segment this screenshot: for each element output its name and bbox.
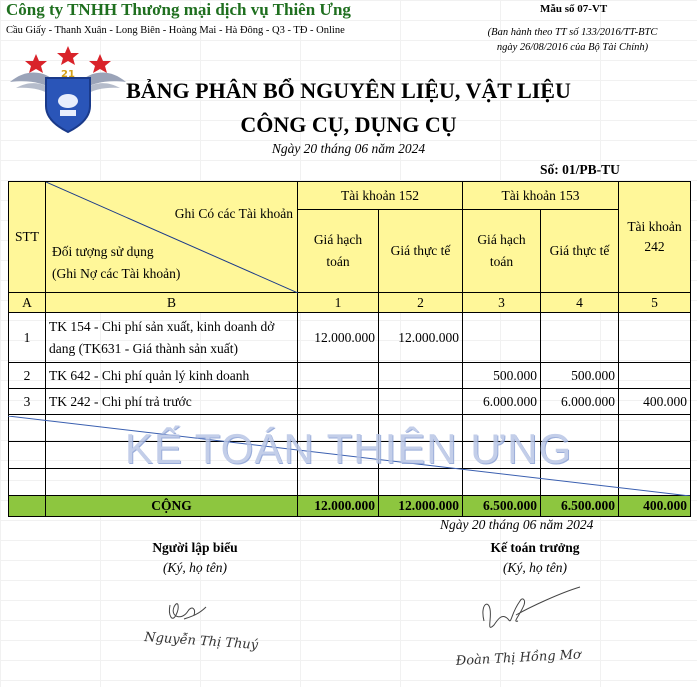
signature-date: Ngày 20 tháng 06 năm 2024 <box>440 517 594 532</box>
total-c4: 6.500.000 <box>541 496 619 517</box>
document-date: Ngày 20 tháng 06 năm 2024 <box>271 141 426 156</box>
table-row <box>9 389 691 415</box>
chief-accountant-signature <box>450 585 610 680</box>
issued-line-1: (Ban hành theo TT số 133/2016/TT-BTC <box>487 27 658 38</box>
acc-152-plan-price: Giá hạch toán <box>298 210 379 293</box>
table-row <box>9 363 691 389</box>
total-label: CỘNG <box>46 496 298 517</box>
row-stt: 2 <box>9 363 46 389</box>
row-c3: 500.000 <box>463 363 541 389</box>
acc-152-header: Tài khoản 152 <box>298 182 463 210</box>
watermark: KẾ TOÁN THIÊN ƯNG <box>124 425 573 472</box>
row-stt: 3 <box>9 389 46 415</box>
issued-note <box>450 25 695 55</box>
row-name: TK 642 - Chi phí quản lý kinh doanh <box>46 363 298 389</box>
acc-153-actual-price: Giá thực tế <box>541 210 619 293</box>
object-label: Đối tượng sử dụng <box>52 244 154 259</box>
credit-label: Ghi Có các Tài khoản <box>174 206 293 221</box>
document-subtitle: CÔNG CỤ, DỤNG CỤ <box>240 112 457 137</box>
issued-line-2: ngày 26/08/2016 của Bộ Tài Chính) <box>496 42 649 53</box>
chief-accountant-block <box>460 540 610 576</box>
index-5: 5 <box>619 293 691 313</box>
company-areas: Cầu Giấy - Thanh Xuân - Long Biên - Hoàng Mai - Hà Đông - Q3 - TĐ - Online <box>6 25 345 36</box>
total-c5: 400.000 <box>619 496 691 517</box>
chief-accountant-sign-note: (Ký, họ tên) <box>502 560 568 575</box>
index-a: A <box>9 293 46 313</box>
preparer-name: Nguyễn Thị Thuý <box>143 630 259 653</box>
stt-header: STT <box>9 182 46 293</box>
total-stt-cell <box>9 496 46 517</box>
acc-152-actual-price: Giá thực tế <box>379 210 463 293</box>
preparer-sign-note: (Ký, họ tên) <box>162 560 228 575</box>
chief-accountant-name: Đoàn Thị Hồng Mơ <box>455 647 582 669</box>
total-c2: 12.000.000 <box>379 496 463 517</box>
row-c1: 12.000.000 <box>298 313 379 363</box>
row-name: TK 242 - Chi phí trả trước <box>46 389 298 415</box>
acc-153-plan-price: Giá hạch toán <box>463 210 541 293</box>
company-name: Công ty TNHH Thương mại dịch vụ Thiên Ưng <box>6 0 351 19</box>
row-c4: 6.000.000 <box>541 389 619 415</box>
chief-accountant-role: Kế toán trưởng <box>490 540 580 555</box>
row-c4: 500.000 <box>541 363 619 389</box>
row-c5 <box>619 313 691 363</box>
index-1: 1 <box>298 293 379 313</box>
row-c5: 400.000 <box>619 389 691 415</box>
row-stt: 1 <box>9 313 46 363</box>
index-4: 4 <box>541 293 619 313</box>
acc-242-header: Tài khoản 242 <box>619 182 691 293</box>
debit-label: (Ghi Nợ các Tài khoản) <box>52 266 181 281</box>
row-c1 <box>298 389 379 415</box>
row-c1 <box>298 363 379 389</box>
row-c2 <box>379 389 463 415</box>
preparer-signature <box>140 585 270 665</box>
row-c2: 12.000.000 <box>379 313 463 363</box>
index-3: 3 <box>463 293 541 313</box>
diagonal-header-cell <box>46 182 298 293</box>
document-title: BẢNG PHÂN BỔ NGUYÊN LIỆU, VẬT LIỆU <box>126 78 571 103</box>
row-c4 <box>541 313 619 363</box>
table-row <box>9 313 691 363</box>
acc-153-header: Tài khoản 153 <box>463 182 619 210</box>
row-c3 <box>463 313 541 363</box>
total-row <box>9 496 691 517</box>
row-c3: 6.000.000 <box>463 389 541 415</box>
preparer-block <box>120 540 270 576</box>
index-2: 2 <box>379 293 463 313</box>
total-c1: 12.000.000 <box>298 496 379 517</box>
preparer-role: Người lập biểu <box>152 540 238 555</box>
row-c2 <box>379 363 463 389</box>
total-c3: 6.500.000 <box>463 496 541 517</box>
row-c5 <box>619 363 691 389</box>
document-number: Số: 01/PB-TU <box>540 162 620 177</box>
form-number: Mẫu số 07-VT <box>540 3 608 15</box>
index-b: B <box>46 293 298 313</box>
svg-text:21: 21 <box>61 69 75 80</box>
row-name: TK 154 - Chi phí sản xuất, kinh doanh dở dang (TK631 - Giá thành sản xuất) <box>46 313 298 363</box>
